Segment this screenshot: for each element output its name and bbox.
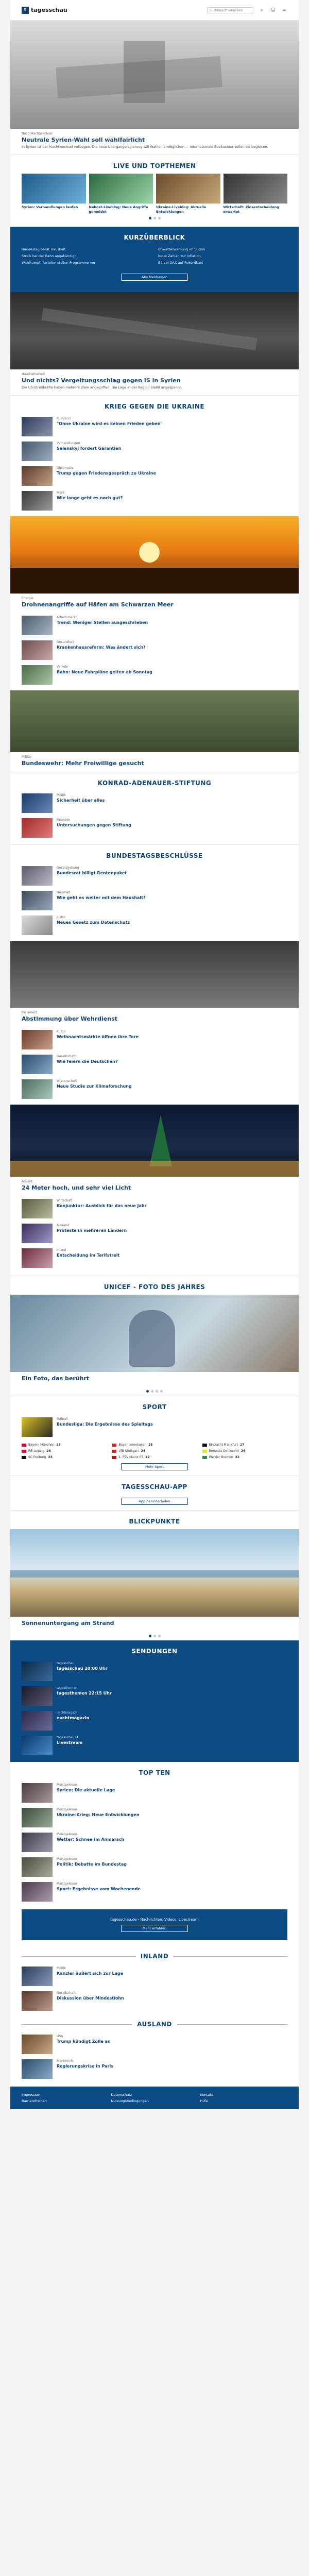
- blickpunkte-teaser[interactable]: [10, 1617, 299, 1632]
- list-item-headline[interactable]: Syrien: Die aktuelle Lage: [57, 1788, 115, 1792]
- ticker-item[interactable]: Börse: DAX auf Rekordkurs: [158, 261, 203, 265]
- list-item-thumb: [22, 1248, 53, 1268]
- list-item-topline: Finanzen: [57, 818, 71, 822]
- team-name: Eintracht Frankfurt: [209, 1443, 238, 1447]
- sendungen-band: [10, 1640, 299, 1762]
- promo-button[interactable]: Mehr erfahren: [121, 1925, 188, 1932]
- team-points: 22: [145, 1455, 150, 1459]
- list-item-thumb: [22, 1736, 53, 1755]
- logo-text: tagesschau: [31, 7, 67, 13]
- lead2-topline: Haushaltsstreit: [22, 372, 45, 376]
- ukraine-big-image[interactable]: [10, 516, 299, 594]
- list-item-thumb: [22, 891, 53, 910]
- list-item-headline[interactable]: Politik: Debatte im Bundestag: [57, 1862, 127, 1867]
- list-item[interactable]: [10, 1879, 299, 1904]
- sport-more-button[interactable]: Mehr Sport: [121, 1463, 188, 1470]
- team-points: 26: [46, 1449, 51, 1453]
- list-item-headline[interactable]: Wie feiern die Deutschen?: [57, 1059, 118, 1064]
- carousel-dots[interactable]: [10, 1387, 299, 1396]
- lead2-text: Die US-Streitkräfte haben mehrere Ziele angegriffen. Die Lage in der Region bleibt angespannt.: [22, 385, 182, 389]
- bundestag-teaser[interactable]: [10, 1008, 299, 1027]
- list-item-headline[interactable]: Livestream: [57, 1740, 83, 1745]
- list-item-thumb: [22, 866, 53, 886]
- list-item-thumb: [22, 665, 53, 685]
- user-icon[interactable]: ☺: [270, 7, 276, 13]
- list-item-thumb: [22, 818, 53, 838]
- list-item-topline: Inland: [57, 1248, 66, 1252]
- table-row[interactable]: [202, 1443, 287, 1448]
- logo[interactable]: [22, 7, 67, 14]
- list-item-headline[interactable]: Diskussion über Mindestlohn: [57, 1996, 124, 2001]
- list-item-topline: Wirtschaft: [57, 1199, 73, 1202]
- list-item-thumb: [22, 916, 53, 935]
- live-card[interactable]: [156, 174, 220, 214]
- section-title-unicef: UNICEF - FOTO DES JAHRES: [10, 1276, 299, 1295]
- section-title-sendungen: SENDUNGEN: [131, 1648, 178, 1655]
- xmas-headline[interactable]: 24 Meter hoch, und sehr viel Licht: [22, 1184, 131, 1191]
- section-header-inland: [10, 1945, 299, 1964]
- section-title-sport: SPORT: [10, 1396, 299, 1415]
- list-item-topline: Russland: [57, 417, 71, 420]
- list-item-headline[interactable]: Kanzler äußert sich zur Lage: [57, 1971, 124, 1976]
- military-teaser[interactable]: [10, 752, 299, 772]
- list-item[interactable]: [10, 1052, 299, 1077]
- site-header: [10, 0, 299, 21]
- list-item-thumb: [22, 1833, 53, 1852]
- ticker-list: [10, 245, 299, 270]
- section-title-ukraine: KRIEG GEGEN DIE UKRAINE: [10, 395, 299, 414]
- list-item-topline: Gesellschaft: [57, 1055, 76, 1058]
- list-item-headline[interactable]: Krankenhausreform: Was ändert sich?: [57, 645, 146, 650]
- team-name: Bayer Leverkusen: [118, 1443, 147, 1447]
- list-item-thumb: [22, 640, 53, 660]
- list-item-topline: tagesthemen: [57, 1686, 77, 1690]
- footer-links: [22, 2093, 287, 2103]
- list-item-thumb: [22, 1055, 53, 1074]
- team-name: Bayern München: [28, 1443, 55, 1447]
- list-item-headline[interactable]: tagesthemen 22:15 Uhr: [57, 1691, 112, 1696]
- unicef-headline[interactable]: Ein Foto, das berührt: [22, 1375, 90, 1382]
- list-item-headline[interactable]: Neue Studie zur Klimaforschung: [57, 1084, 132, 1089]
- list-item-topline: Verhandlungen: [57, 442, 80, 445]
- list-item-topline: Justiz: [57, 916, 65, 919]
- ticker-item[interactable]: Neue Zahlen zur Inflation: [158, 254, 201, 258]
- list-item-headline[interactable]: Wie lange geht es noch gut?: [57, 496, 123, 500]
- table-row[interactable]: [22, 1449, 107, 1454]
- list-item-thumb: [22, 1686, 53, 1706]
- list-item[interactable]: [10, 1196, 299, 1221]
- list-item-thumb: [22, 616, 53, 635]
- list-item-topline: Diplomatie: [57, 466, 74, 470]
- list-item-thumb: [22, 1967, 53, 1986]
- list-item[interactable]: [10, 1077, 299, 1101]
- list-item[interactable]: [10, 1659, 299, 1684]
- list-item[interactable]: [10, 464, 299, 488]
- list-item-topline: Meistgelesen: [57, 1882, 77, 1886]
- list-item-headline[interactable]: nachtmagazin: [57, 1716, 90, 1720]
- list-item-topline: Ausland: [57, 1224, 69, 1227]
- list-item-topline: tagesschau: [57, 1662, 75, 1665]
- ticker-band: [10, 227, 299, 292]
- promo-banner[interactable]: [22, 1909, 287, 1940]
- list-item[interactable]: [10, 1027, 299, 1052]
- hero-teaser[interactable]: [10, 129, 299, 155]
- list-item-headline[interactable]: Konjunktur: Ausblick für das neue Jahr: [57, 1204, 147, 1208]
- list-item-thumb: [22, 1662, 53, 1681]
- team-name: Werder Bremen: [209, 1455, 233, 1459]
- section-title-blickpunkte: BLICKPUNKTE: [10, 1510, 299, 1529]
- list-item-headline[interactable]: Proteste in mehreren Ländern: [57, 1228, 127, 1233]
- list-item-topline: Front: [57, 491, 65, 495]
- live-carousel: [10, 174, 299, 214]
- footer-link[interactable]: Barrierefreiheit: [22, 2099, 47, 2103]
- unicef-teaser[interactable]: [10, 1372, 299, 1387]
- team-name: Borussia Dortmund: [209, 1449, 239, 1453]
- section-title-ticker: KURZÜBERBLICK: [124, 234, 185, 241]
- list-item-topline: Politik: [57, 1967, 66, 1970]
- table-row[interactable]: [112, 1455, 197, 1460]
- list-item-topline: Gesetzgebung: [57, 866, 79, 870]
- ticker-more-button[interactable]: Alle Meldungen: [121, 274, 188, 281]
- team-points: 22: [235, 1455, 240, 1459]
- list-item-topline: Meistgelesen: [57, 1857, 77, 1861]
- section-title-ausland: AUSLAND: [137, 2021, 172, 2028]
- list-item-headline[interactable]: Selenskyj fordert Garantien: [57, 446, 122, 451]
- footer-link[interactable]: Kontakt: [200, 2093, 213, 2097]
- list-item[interactable]: [10, 791, 299, 816]
- hero-text: In Syrien ist der Machtwechsel vollzogen. Die neue Übergangsregierung will Wahlen ermöglichen — internationale Beobachter sollen sie begleiten.: [22, 145, 268, 149]
- blickpunkte-headline[interactable]: Sonnenuntergang am Strand: [22, 1620, 114, 1626]
- list-item-headline[interactable]: Wetter: Schnee im Anmarsch: [57, 1837, 125, 1842]
- team-points: 24: [141, 1449, 145, 1453]
- live-card-image: [89, 174, 153, 204]
- list-item[interactable]: [10, 1781, 299, 1805]
- list-item-headline[interactable]: Entscheidung im Tarifstreit: [57, 1253, 120, 1258]
- military-headline[interactable]: Bundeswehr: Mehr Freiwillige gesucht: [22, 760, 144, 767]
- live-card-image: [156, 174, 220, 204]
- team-points: 23: [48, 1455, 53, 1459]
- list-item-thumb: [22, 1199, 53, 1218]
- section-title-bundestag: BUNDESTAGSBESCHLÜSSE: [10, 844, 299, 863]
- list-item-thumb: [22, 1079, 53, 1099]
- footer-link[interactable]: Impressum: [22, 2093, 41, 2097]
- list-item[interactable]: [10, 2057, 299, 2081]
- military-topline: Militär: [22, 755, 31, 759]
- live-card[interactable]: [89, 174, 153, 214]
- list-item[interactable]: [10, 638, 299, 663]
- ukraine-big-topline: Energie: [22, 597, 33, 600]
- list-item-topline: Fußball: [57, 1417, 68, 1421]
- lead2-headline[interactable]: Und nichts? Vergeltungsschlag gegen IS in Syrien: [22, 377, 181, 384]
- table-row[interactable]: [22, 1443, 107, 1448]
- list-item-topline: Verkehr: [57, 665, 69, 669]
- main-column: [10, 0, 299, 2109]
- list-item-thumb: [22, 417, 53, 436]
- list-item-topline: nachtmagazin: [57, 1711, 79, 1715]
- list-item-topline: Gesellschaft: [57, 1991, 76, 1995]
- bundestag-headline[interactable]: Abstimmung über Wehrdienst: [22, 1015, 117, 1022]
- sports-table: [10, 1439, 299, 1460]
- list-item-thumb: [22, 1783, 53, 1803]
- list-item-thumb: [22, 1711, 53, 1731]
- section-title-adenauer: KONRAD-ADENAUER-STIFTUNG: [10, 772, 299, 791]
- table-row[interactable]: [112, 1449, 197, 1454]
- team-points: 24: [241, 1449, 245, 1453]
- section-title-topten: TOP TEN: [139, 1769, 170, 1776]
- list-item-topline: Meistgelesen: [57, 1808, 77, 1811]
- xmas-topline: Advent: [22, 1180, 33, 1183]
- list-item-headline[interactable]: Trump gegen Friedensgespräch zu Ukraine: [57, 471, 156, 476]
- list-item-headline[interactable]: Wie geht es weiter mit dem Haushalt?: [57, 895, 146, 900]
- logo-mark-icon: t: [22, 7, 29, 14]
- search-input[interactable]: Suchbegriff eingeben: [207, 7, 253, 13]
- bundestag-image[interactable]: [10, 941, 299, 1008]
- ticker-item[interactable]: Unwetterwarnung im Süden: [158, 247, 205, 251]
- list-item-headline[interactable]: Ukraine-Krieg: Neue Entwicklungen: [57, 1812, 140, 1817]
- live-card-label: Ukraine-Liveblog: Aktuelle Entwicklungen: [156, 205, 207, 214]
- ukraine-big-headline[interactable]: Drohnenangriffe auf Häfen am Schwarzen Meer: [22, 601, 174, 608]
- list-item-headline[interactable]: Weihnachtsmärkte öffnen ihre Tore: [57, 1035, 139, 1039]
- list-item[interactable]: [10, 1805, 299, 1830]
- table-row[interactable]: [202, 1449, 287, 1454]
- list-item-topline: USA: [57, 2035, 63, 2038]
- list-item[interactable]: [10, 1221, 299, 1246]
- list-item[interactable]: [10, 1246, 299, 1270]
- list-item-headline[interactable]: Bundesliga: Die Ergebnisse des Spieltags: [57, 1422, 153, 1427]
- team-points: 33: [56, 1443, 61, 1447]
- app-download-button[interactable]: App herunterladen: [121, 1498, 188, 1505]
- live-card[interactable]: [22, 174, 86, 214]
- list-item-headline[interactable]: Trump kündigt Zölle an: [57, 2039, 111, 2044]
- promo-text: tagesschau.de - Nachrichten, Videos, Livestream: [110, 1918, 199, 1922]
- list-item-headline[interactable]: Bahn: Neue Fahrpläne gelten ab Sonntag: [57, 670, 152, 674]
- table-row[interactable]: [112, 1443, 197, 1448]
- list-item-thumb: [22, 491, 53, 511]
- list-item-thumb: [22, 1857, 53, 1877]
- section-header-ausland: [10, 2013, 299, 2032]
- list-item-topline: Politik: [57, 793, 66, 797]
- list-item-thumb: [22, 2035, 53, 2054]
- footer-link[interactable]: Datenschutz: [111, 2093, 132, 2097]
- section-title-inland: INLAND: [140, 1953, 169, 1960]
- list-item-headline[interactable]: tagesschau 20:00 Uhr: [57, 1666, 108, 1671]
- site-footer: [10, 2087, 299, 2109]
- list-item[interactable]: [10, 816, 299, 840]
- menu-icon[interactable]: ≡: [282, 7, 286, 13]
- list-item[interactable]: [10, 488, 299, 513]
- live-card-label: Syrien: Verhandlungen laufen: [22, 205, 78, 209]
- list-item-headline[interactable]: Sicherheit über alles: [57, 798, 105, 803]
- list-item[interactable]: [10, 1733, 299, 1758]
- list-item-thumb: [22, 1808, 53, 1827]
- live-card-label: Wirtschaft: Zinsentscheidung erwartet: [223, 205, 279, 214]
- ticker-item[interactable]: Wahlkampf: Parteien stellen Programme vor: [22, 261, 96, 265]
- list-item[interactable]: [10, 888, 299, 913]
- lead2-teaser[interactable]: [10, 369, 299, 395]
- team-name: SC Freiburg: [28, 1455, 46, 1459]
- list-item-thumb: [22, 1991, 53, 2011]
- list-item-topline: Wissenschaft: [57, 1079, 77, 1083]
- table-row[interactable]: [202, 1455, 287, 1460]
- list-item-thumb: [22, 466, 53, 486]
- team-name: RB Leipzig: [28, 1449, 45, 1453]
- list-item-thumb: [22, 1030, 53, 1049]
- carousel-dots[interactable]: [10, 1632, 299, 1640]
- list-item-headline[interactable]: Untersuchungen gegen Stiftung: [57, 823, 131, 827]
- hero-headline[interactable]: Neutrale Syrien-Wahl soll wahlfairlicht: [22, 137, 145, 143]
- ukraine-big-teaser[interactable]: [10, 594, 299, 613]
- list-item[interactable]: [10, 613, 299, 638]
- hero-image[interactable]: [10, 21, 299, 129]
- table-row[interactable]: [22, 1455, 107, 1460]
- live-card[interactable]: [224, 174, 288, 214]
- section-title-app: TAGESSCHAU-APP: [10, 1476, 299, 1495]
- list-item-topline: Gesundheit: [57, 640, 75, 644]
- list-item-headline[interactable]: Regierungskrise in Paris: [57, 2064, 114, 2069]
- team-name: 1. FSV Mainz 05: [118, 1455, 144, 1459]
- blickpunkte-image[interactable]: [10, 1529, 299, 1617]
- list-item[interactable]: [10, 439, 299, 464]
- ticker-item[interactable]: Bundestag berät Haushalt: [22, 247, 66, 251]
- list-item-topline: Haushalt: [57, 891, 71, 894]
- live-card-label: Nahost-Liveblog: Neue Angriffe gemeldet: [89, 205, 148, 214]
- list-item-topline: tagesschau24: [57, 1736, 78, 1739]
- list-item-headline[interactable]: Neues Gesetz zum Datenschutz: [57, 920, 130, 925]
- carousel-dots[interactable]: [10, 214, 299, 223]
- list-item[interactable]: [10, 1684, 299, 1708]
- list-item[interactable]: [10, 1964, 299, 1989]
- list-item[interactable]: [10, 1855, 299, 1879]
- list-item-topline: Frankreich: [57, 2059, 73, 2063]
- hero-topline: Nach Machtwechsel: [22, 132, 53, 135]
- list-item[interactable]: [10, 663, 299, 687]
- list-item[interactable]: [10, 863, 299, 888]
- section-title-live: LIVE UND TOPTHEMEN: [10, 155, 299, 174]
- list-item-topline: Arbeitsmarkt: [57, 616, 77, 619]
- team-points: 28: [148, 1443, 153, 1447]
- bundestag-topline: Parlament: [22, 1011, 38, 1014]
- list-item[interactable]: [10, 414, 299, 439]
- list-item[interactable]: [10, 2032, 299, 2057]
- live-card-image: [22, 174, 86, 204]
- team-points: 27: [239, 1443, 245, 1447]
- list-item-headline[interactable]: Bundesrat billigt Rentenpaket: [57, 871, 127, 875]
- xmas-teaser[interactable]: [10, 1177, 299, 1196]
- ticker-item[interactable]: Streik bei der Bahn angekündigt: [22, 254, 76, 258]
- unicef-image[interactable]: [10, 1295, 299, 1372]
- list-item-thumb: [22, 793, 53, 813]
- list-item[interactable]: [10, 1989, 299, 2013]
- list-item[interactable]: [10, 1830, 299, 1855]
- search-icon[interactable]: ⌕: [260, 7, 263, 13]
- list-item[interactable]: [10, 1708, 299, 1733]
- list-item[interactable]: [10, 1415, 299, 1439]
- list-item-thumb: [22, 2059, 53, 2079]
- list-item-headline[interactable]: "Ohne Ukraine wird es keinen Frieden geben": [57, 421, 163, 426]
- team-name: VfB Stuttgart: [118, 1449, 139, 1453]
- military-image[interactable]: [10, 690, 299, 752]
- list-item-thumb: [22, 442, 53, 461]
- footer-link[interactable]: Nutzungsbedingungen: [111, 2099, 149, 2103]
- list-item-topline: Meistgelesen: [57, 1783, 77, 1787]
- footer-link[interactable]: Hilfe: [200, 2099, 208, 2103]
- lead2-image[interactable]: [10, 292, 299, 369]
- list-item-headline[interactable]: Trend: Weniger Stellen ausgeschrieben: [57, 620, 148, 625]
- list-item-thumb: [22, 1417, 53, 1437]
- list-item-thumb: [22, 1224, 53, 1243]
- list-item-topline: Meistgelesen: [57, 1833, 77, 1836]
- xmas-image[interactable]: [10, 1105, 299, 1177]
- list-item-topline: Kultur: [57, 1030, 66, 1033]
- list-item-headline[interactable]: Sport: Ergebnisse vom Wochenende: [57, 1887, 141, 1891]
- live-card-image: [224, 174, 288, 204]
- list-item[interactable]: [10, 913, 299, 938]
- list-item-thumb: [22, 1882, 53, 1902]
